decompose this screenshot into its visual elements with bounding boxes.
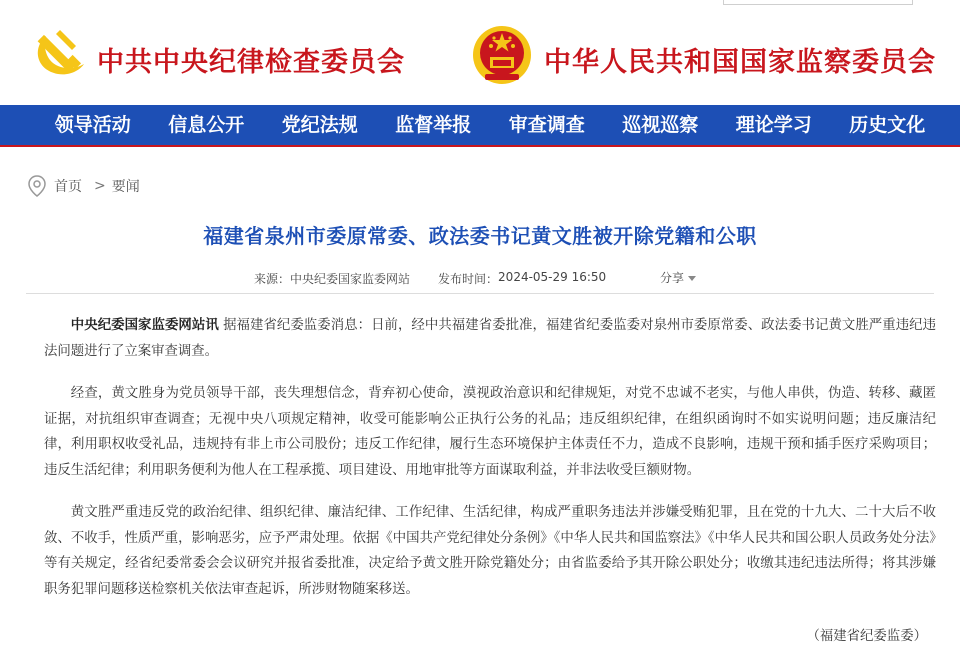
site-title-nsc[interactable]: 中华人民共和国国家监察委员会	[544, 47, 936, 78]
national-emblem-icon	[471, 24, 533, 86]
share-label: 分享	[660, 271, 685, 285]
paragraph-1	[44, 313, 936, 364]
nav-item-7[interactable]: 理论学习	[735, 114, 812, 136]
article-body	[44, 313, 936, 619]
paragraph-2: 经查，黄文胜身为党员领导干部，丧失理想信念，背弃初心使命，漠视政治意识和纪律规矩，对党不忠诚不老实，与他人串供，伪造、转移、藏匿证据，对抗组织审查调查；无视中央八项规定精神，收受可能影响公正执行公务的礼品；违反组织纪律，在组织函询时不如实说明问题；违反廉洁纪律，利用职权收受礼品，违规持有非上市公司股份；违反工作纪律，履行生态环境保护主体责任不力，造成不良影响，违规干预和插手医疗采购项目；违反生活纪律；利用职务便利为他人在工程承揽、项目建设、用地审批等方面谋取利益，并非法收受巨额财物。	[44, 386, 936, 478]
breadcrumb-separator: >	[94, 178, 106, 194]
source-value: 中央纪委国家监委网站	[290, 272, 411, 286]
nav-item-3[interactable]: 党纪法规	[281, 114, 358, 136]
nav-item-6[interactable]: 巡视巡察	[622, 114, 699, 136]
caret-down-icon	[688, 276, 696, 281]
site-header	[0, 0, 960, 105]
lead-bold: 中央纪委国家监委网站讯	[70, 318, 219, 333]
article-title: 福建省泉州市委原常委、政法委书记黄文胜被开除党籍和公职	[203, 224, 757, 248]
date-value: 2024-05-29 16:50	[498, 270, 607, 284]
nav-item-4[interactable]: 监督举报	[395, 114, 472, 136]
party-emblem-icon	[30, 24, 88, 80]
footer-source: （福建省纪委监委）	[806, 629, 927, 644]
breadcrumb	[26, 174, 140, 198]
site-title-ccdi[interactable]: 中共中央纪律检查委员会	[97, 47, 405, 78]
breadcrumb-current-link[interactable]: 要闻	[111, 179, 140, 195]
title-divider	[26, 293, 934, 294]
nav-item-5[interactable]: 审查调查	[508, 114, 585, 136]
location-pin-icon	[26, 174, 48, 198]
share-button[interactable]	[660, 269, 696, 286]
paragraph-1-text: 据福建省纪委监委消息：日前，经中共福建省委批准，福建省纪委监委对泉州市委原常委、政法委书记黄文胜严重违纪违法问题进行了立案审查调查。	[44, 318, 936, 359]
nav-item-8[interactable]: 历史文化	[849, 114, 926, 136]
date-label: 发布时间：	[438, 272, 499, 286]
paragraph-3: 黄文胜严重违反党的政治纪律、组织纪律、廉洁纪律、工作纪律、生活纪律，构成严重职务违法并涉嫌受贿犯罪，且在党的十九大、二十大后不收敛、不收手，性质严重，影响恶劣，应予严肃处理。依据《中国共产党纪律处分条例》《中华人民共和国监察法》《中华人民共和国公职人员政务处分法》等有关规定，经省纪委常委会会议研究并报省委批准，决定给予黄文胜开除党籍处分；由省监委给予其开除公职处分；收缴其违纪违法所得；将其涉嫌职务犯罪问题移送检察机关依法审查起诉，所涉财物随案移送。	[44, 505, 936, 597]
source-label: 来源：	[254, 272, 291, 286]
nav-item-2[interactable]: 信息公开	[168, 114, 245, 136]
nav-item-1[interactable]: 领导活动	[54, 114, 131, 136]
article-meta	[254, 270, 606, 287]
main-nav	[0, 105, 960, 147]
breadcrumb-home-link[interactable]: 首页	[54, 179, 82, 195]
